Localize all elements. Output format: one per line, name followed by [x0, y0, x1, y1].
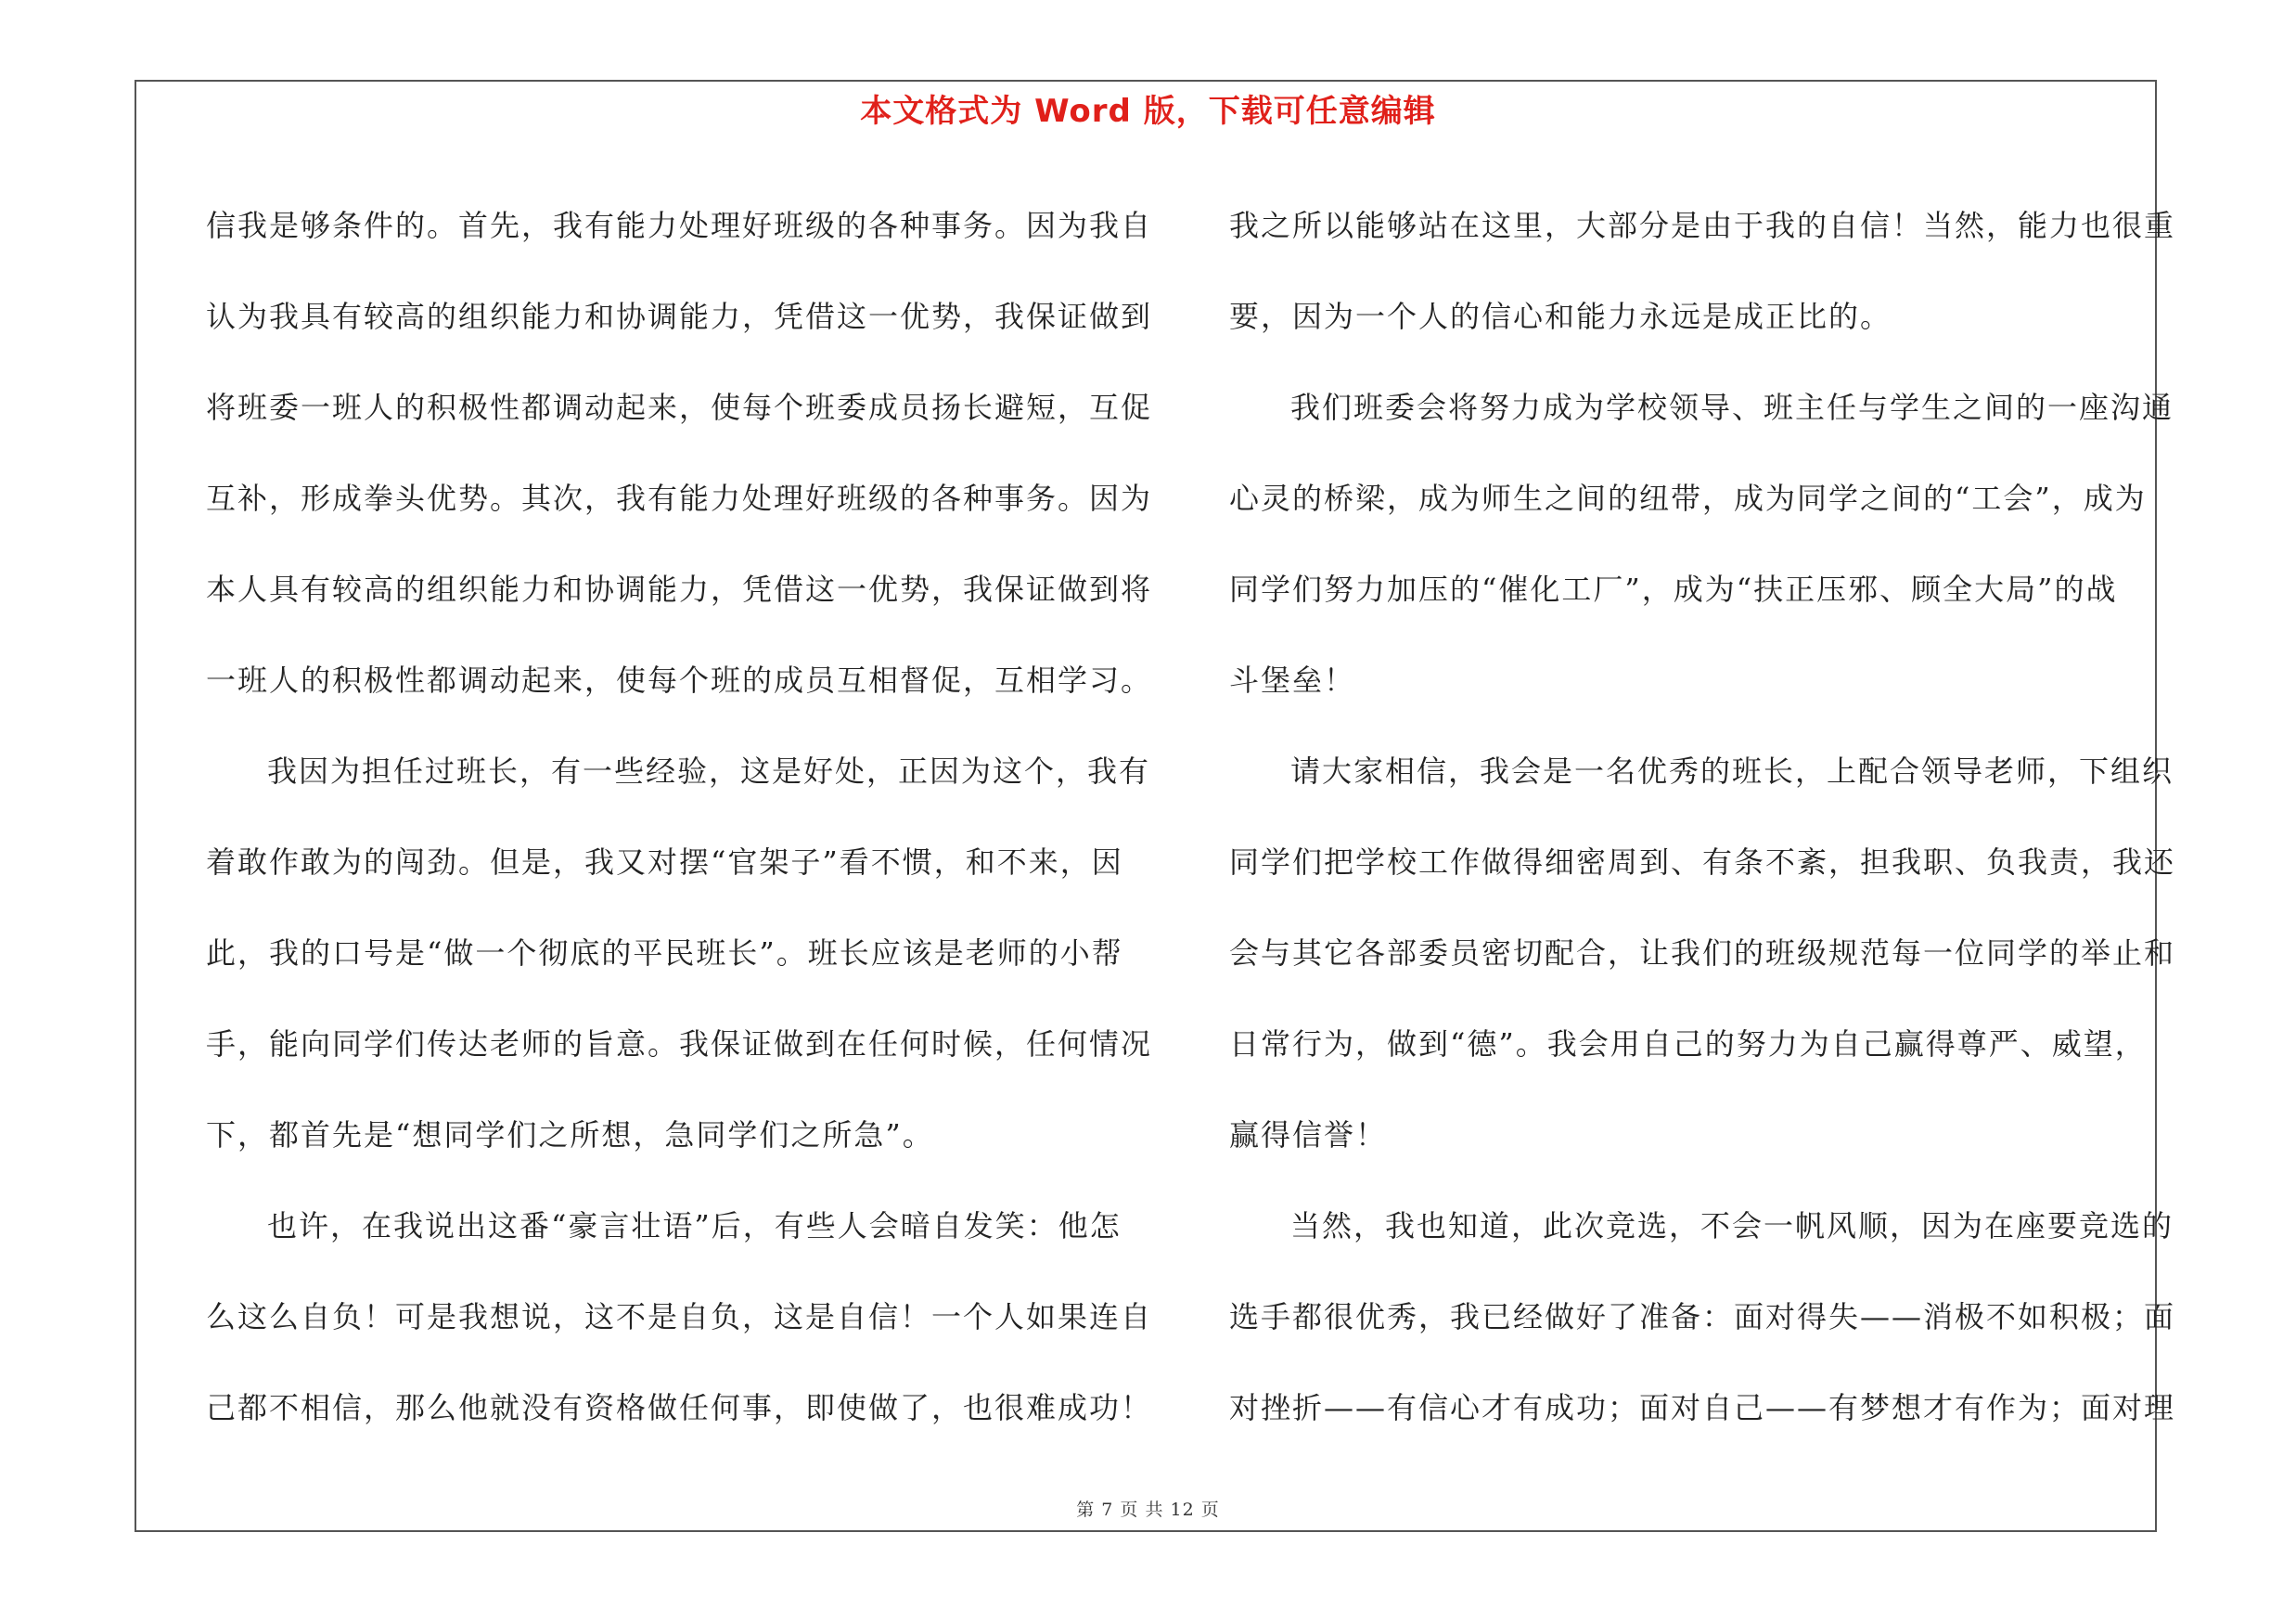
text-line: 心灵的桥梁，成为师生之间的纽带，成为同学之间的“工会”，成为 [1229, 481, 2147, 516]
text-line: 同学们把学校工作做得细密周到、有条不紊，担我职、负我责，我还 [1229, 844, 2176, 880]
text-line: 着敢作敢为的闯劲。但是，我又对摆“官架子”看不惯，和不来，因 [206, 844, 1123, 880]
text-line: 本人具有较高的组织能力和协调能力，凭借这一优势，我保证做到将 [206, 572, 1153, 607]
text-line: 信我是够条件的。首先，我有能力处理好班级的各种事务。因为我自 [206, 208, 1153, 243]
text-line: 同学们努力加压的“催化工厂”，成为“扶正压邪、顾全大局”的战 [1229, 572, 2118, 607]
text-line: 认为我具有较高的组织能力和协调能力，凭借这一优势，我保证做到 [206, 299, 1153, 334]
text-line: 我们班委会将努力成为学校领导、班主任与学生之间的一座沟通 [1290, 390, 2174, 425]
text-line: 己都不相信，那么他就没有资格做任何事，即使做了，也很难成功！ [206, 1390, 1153, 1425]
text-line: 要，因为一个人的信心和能力永远是成正比的。 [1229, 299, 1892, 334]
text-line: 么这么自负！可是我想说，这不是自负，这是自信！一个人如果连自 [206, 1299, 1153, 1334]
text-line: 将班委一班人的积极性都调动起来，使每个班委成员扬长避短，互促 [206, 390, 1153, 425]
text-line: 我之所以能够站在这里，大部分是由于我的自信！当然，能力也很重 [1229, 208, 2176, 243]
text-line: 我因为担任过班长，有一些经验，这是好处，正因为这个，我有 [267, 754, 1151, 789]
text-line: 也许，在我说出这番“豪言壮语”后，有些人会暗自发笑：他怎 [267, 1208, 1122, 1243]
text-line: 会与其它各部委员密切配合，让我们的班级规范每一位同学的举止和 [1229, 935, 2176, 971]
text-line: 当然，我也知道，此次竞选，不会一帆风顺，因为在座要竞选的 [1290, 1208, 2174, 1243]
text-line: 选手都很优秀，我已经做好了准备：面对得失——消极不如积极；面 [1229, 1299, 2176, 1334]
text-line: 赢得信誉！ [1229, 1117, 1388, 1153]
left-text-column [206, 180, 1153, 1453]
text-line: 请大家相信，我会是一名优秀的班长，上配合领导老师，下组织 [1290, 754, 2174, 789]
text-line: 此，我的口号是“做一个彻底的平民班长”。班长应该是老师的小帮 [206, 935, 1123, 971]
right-text-column [1229, 180, 2176, 1453]
text-line: 斗堡垒！ [1229, 663, 1356, 698]
text-line: 下，都首先是“想同学们之所想，急同学们之所急”。 [206, 1117, 934, 1153]
text-line: 互补，形成拳头优势。其次，我有能力处理好班级的各种事务。因为 [206, 481, 1153, 516]
text-line: 一班人的积极性都调动起来，使每个班的成员互相督促，互相学习。 [206, 663, 1153, 698]
text-line: 日常行为，做到“德”。我会用自己的努力为自己赢得尊严、威望， [1229, 1026, 2147, 1062]
text-line: 对挫折——有信心才有成功；面对自己——有梦想才有作为；面对理 [1229, 1390, 2176, 1425]
format-banner: 本文格式为 Word 版，下载可任意编辑 [860, 93, 1436, 130]
text-line: 手，能向同学们传达老师的旨意。我保证做到在任何时候，任何情况 [206, 1026, 1153, 1062]
page-number-footer: 第 7 页 共 12 页 [1076, 1500, 1220, 1520]
